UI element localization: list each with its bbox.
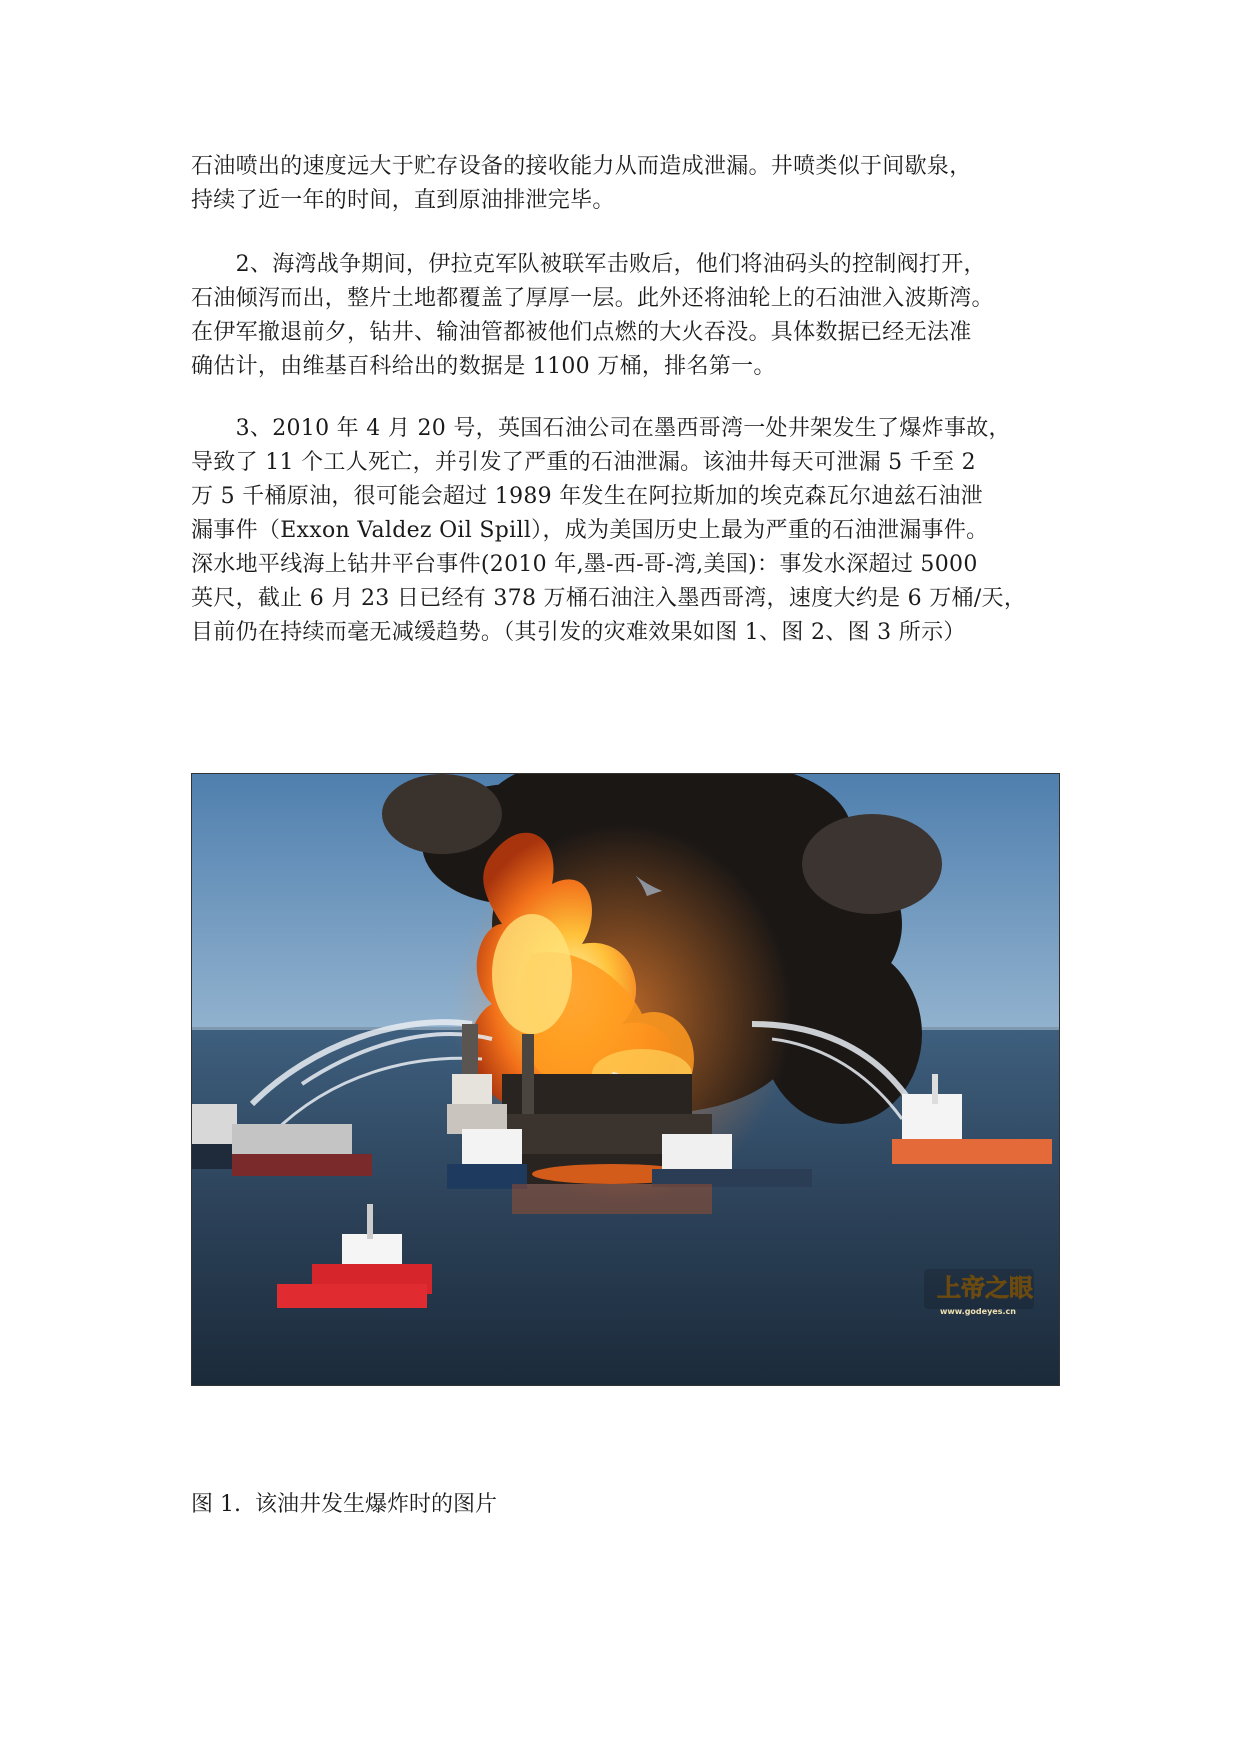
watermark-logo <box>924 1269 1034 1316</box>
paragraph-line: 2、海湾战争期间，伊拉克军队被联军击败后，他们将油码头的控制阀打开， <box>191 252 986 277</box>
paragraph-line: 石油喷出的速度远大于贮存设备的接收能力从而造成泄漏。井喷类似于间歇泉， <box>191 154 972 179</box>
paragraph-line: 在伊军撤退前夕，钻井、输油管都被他们点燃的大火吞没。具体数据已经无法准 <box>191 320 972 345</box>
paragraph-line: 漏事件（Exxon Valdez Oil Spill），成为美国历史上最为严重的石油泄漏事件。 <box>191 518 989 543</box>
figure-number: 图 1. <box>191 1492 241 1517</box>
paragraph-line: 深水地平线海上钻井平台事件(2010 年,墨-西-哥-湾,美国)：事发水深超过 5000 <box>191 552 978 577</box>
figure-caption <box>191 1488 497 1522</box>
paragraph-2 <box>191 248 1061 384</box>
paragraph-line: 确估计，由维基百科给出的数据是 1100 万桶，排名第一。 <box>191 354 776 379</box>
paragraph-line: 导致了 11 个工人死亡，并引发了严重的石油泄漏。该油井每天可泄漏 5 千至 2 <box>191 450 976 475</box>
paragraph-3 <box>191 412 1061 650</box>
paragraph-line: 持续了近一年的时间，直到原油排泄完毕。 <box>191 188 615 213</box>
paragraph-1 <box>191 150 1061 218</box>
paragraph-line: 英尺，截止 6 月 23 日已经有 378 万桶石油注入墨西哥湾，速度大约是 6 万桶/天， <box>191 586 1027 611</box>
paragraph-line: 3、2010 年 4 月 20 号，英国石油公司在墨西哥湾一处井架发生了爆炸事故， <box>191 416 1011 441</box>
paragraph-line: 目前仍在持续而毫无减缓趋势。（其引发的灾难效果如图 1、图 2、图 3 所示） <box>191 620 966 645</box>
watermark-main-text: 上帝之眼 <box>937 1274 1033 1302</box>
figure-caption-text: 该油井发生爆炸时的图片 <box>254 1492 497 1517</box>
paragraph-line: 石油倾泻而出，整片土地都覆盖了厚厚一层。此外还将油轮上的石油泄入波斯湾。 <box>191 286 994 311</box>
oil-rig-explosion-photo <box>191 773 1060 1386</box>
fire-reflection <box>512 1184 712 1214</box>
paragraph-line: 万 5 千桶原油，很可能会超过 1989 年发生在阿拉斯加的埃克森瓦尔迪兹石油泄 <box>191 484 983 509</box>
watermark-sub-text: www.godeyes.cn <box>940 1307 1016 1316</box>
